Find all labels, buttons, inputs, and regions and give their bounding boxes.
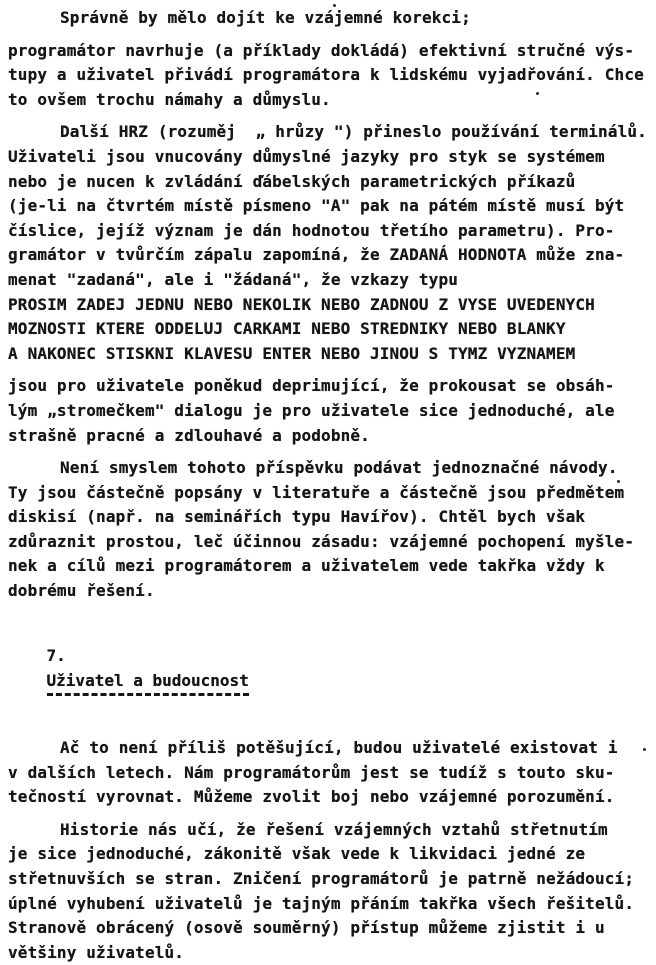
- text-line-uppercase-message: A NAKONEC STISKNI KLAVESU ENTER NEBO JINOU S TYMZ VYZNAMEM: [8, 343, 576, 363]
- scan-speck: [643, 748, 646, 751]
- text-line: číslice, jejíž význam je dán hodnotou třetího parametru). Pro-: [8, 220, 615, 240]
- paragraph-depressing: [8, 374, 650, 448]
- text-line: střetnuvších se stran. Zničení programátorů je patrně nežádoucí;: [8, 869, 635, 888]
- text-line: nebo je nucen k zvládání ďábelských parametrických příkazů: [8, 171, 576, 191]
- text-line: programátor navrhuje (a příklady dokládá) efektivní stručné výs-: [8, 40, 635, 60]
- scan-speck: [617, 480, 620, 483]
- section-number: 7.: [46, 646, 66, 666]
- text-line: Uživateli jsou vnucovány důmyslné jazyky pro styk se systémem: [8, 146, 605, 166]
- section-title: Uživatel a budoucnost: [47, 669, 249, 697]
- text-line: v dalších letech. Nám programátorům jest se tudíž s touto sku-: [8, 762, 615, 782]
- paragraph-correction: [8, 39, 650, 113]
- text-line: (je-li na čtvrtém místě písmeno "A" pak na pátém místě musí být: [8, 196, 625, 216]
- scan-speck: [536, 92, 539, 95]
- paragraph-terminals: [8, 120, 650, 366]
- text-line: to ovšem trochu námahy a důmyslu.: [8, 89, 331, 109]
- paragraph-principle: [8, 456, 650, 604]
- text-line: gramátor v tvůrčím zápalu zapomíná, že ZADANÁ HODNOTA může zna-: [8, 245, 625, 265]
- text-line: strašně pracné a zdlouhavé a podobně.: [8, 425, 370, 445]
- text-line-uppercase-message: MOZNOSTI KTERE ODDELUJ CARKAMI NEBO STREDNIKY NEBO BLANKY: [8, 319, 566, 339]
- text-line: Ty jsou částečně popsány v literatuře a částečně jsou předmětem: [8, 482, 625, 502]
- text-line: je sice jednoduché, zákonitě však vede k likvidaci jedné ze: [8, 844, 586, 864]
- text-line: tupy a uživatel přivádí programátora k lidskému vyjadřování. Chce: [8, 65, 644, 85]
- paragraph-intro: [8, 6, 650, 31]
- text-line: Historie nás učí, že řešení vzájemných vztahů střetnutím: [60, 819, 608, 839]
- text-line-uppercase-message: PROSIM ZADEJ JEDNU NEBO NEKOLIK NEBO ZADNOU Z VYSE UVEDENYCH: [8, 294, 595, 314]
- text-line: tečností vyrovnat. Můžeme zvolit boj nebo vzájemné porozumění.: [8, 787, 615, 807]
- text-line: menat "zadaná", ale i "žádaná", že vzkazy typu: [8, 269, 459, 289]
- text-line: diskisí (např. na seminářích typu Havířov). Chtěl bych však: [8, 507, 586, 527]
- text-line: Ač to není příliš potěšující, budou uživatelé existovat i: [60, 738, 618, 758]
- text-line: lým „stromečkem" dialogu je pro uživatele sice jednoduché, ale: [8, 400, 615, 420]
- text-line: Správně by mělo dojít ke vzájemné korekci;: [60, 8, 471, 27]
- text-line: nek a cílů mezi programátorem a uživatelem vede takřka vždy k: [8, 556, 605, 576]
- text-line: většiny uživatelů.: [8, 942, 185, 962]
- text-line: dobrému řešení.: [8, 581, 155, 601]
- paragraph-future: [8, 736, 650, 810]
- text-line: Další HRZ (rozuměj „ hrůzy ") přineslo používání terminálů.: [60, 122, 647, 142]
- text-line: Není smyslem tohoto příspěvku podávat jednoznačné návody.: [60, 458, 618, 478]
- paragraph-history: [8, 818, 650, 965]
- scan-speck: [333, 4, 336, 7]
- text-line: úplné vyhubení uživatelů je tajným přáním takřka všech řešitelů.: [8, 893, 635, 913]
- text-line: zdůraznit prostou, leč účinnou zásadu: vzájemné pochopení myšle-: [8, 531, 635, 551]
- section-heading: [8, 620, 650, 721]
- text-line: jsou pro uživatele poněkud deprimující, že prokousat se obsáh-: [8, 376, 615, 396]
- text-line: Stranově obrácený (osově souměrný) přístup můžeme zjistit i u: [8, 918, 605, 938]
